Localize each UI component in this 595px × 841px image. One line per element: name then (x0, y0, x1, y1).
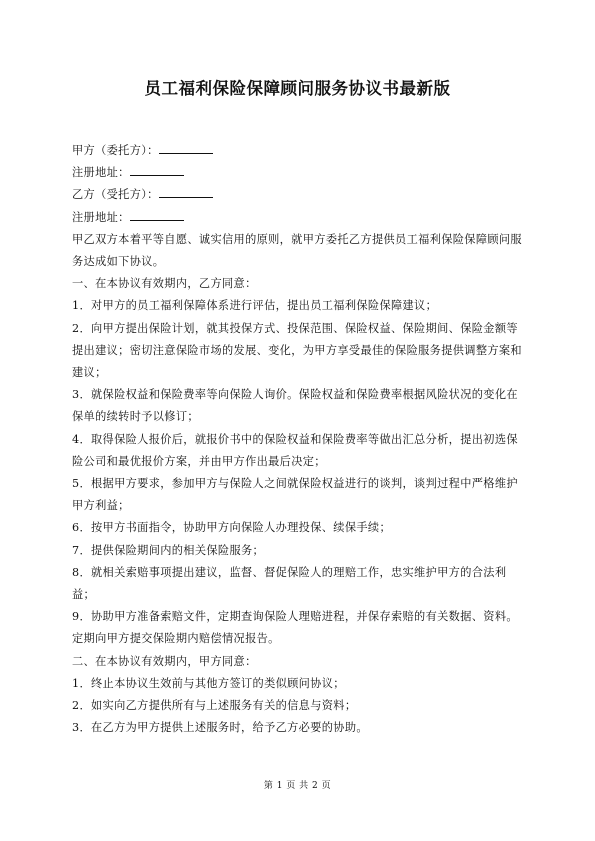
clause-1-1: 1．对甲方的员工福利保障体系进行评估，提出员工福利保险保障建议； (72, 299, 438, 313)
party-a-field (72, 140, 527, 162)
clause-1-3: 3．就保险权益和保险费率等向保险人询价。保险权益和保险费率根据风险状况的变化在保单的续转时予以修订； (72, 388, 518, 424)
clause-1-4: 4．取得保险人报价后，就报价书中的保险权益和保险费率等做出汇总分析，提出初选保险公司和最优报价方案，并由甲方作出最后决定； (72, 432, 518, 468)
party-a-blank (159, 141, 213, 154)
party-b-address-label: 注册地址： (72, 210, 130, 224)
party-a-address-label: 注册地址： (72, 166, 130, 180)
clause-2-1: 1．终止本协议生效前与其他方签订的类似顾问协议； (72, 676, 345, 690)
section-two-heading: 二、在本协议有效期内，甲方同意： (72, 654, 257, 668)
page-number-footer: 第 1 页 共 2 页 (263, 781, 332, 791)
clause-1-8: 8．就相关索赔事项提出建议，监督、督促保险人的理赔工作，忠实维护甲方的合法利益； (72, 565, 507, 602)
document-body (72, 140, 527, 739)
clause-1-5: 5．根据甲方要求，参加甲方与保险人之间就保险权益进行的谈判，谈判过程中严格维护甲方利益； (72, 477, 518, 513)
clause-1-9: 9．协助甲方准备索赔文件，定期查询保险人理赔进程，并保存索赔的有关数据、资料。定期向甲方提交保险期内赔偿情况报告。 (72, 610, 518, 646)
party-b-field (72, 184, 527, 206)
party-a-address-field (72, 162, 527, 184)
clause-1-7: 7．提供保险期间内的相关保险服务； (72, 543, 265, 557)
party-b-address-field (72, 207, 527, 229)
clause-1-6: 6．按甲方书面指令，协助甲方向保险人办理投保、续保手续； (72, 521, 391, 535)
party-b-address-blank (130, 208, 184, 221)
party-b-label: 乙方（受托方）： (72, 188, 159, 202)
clause-2-2: 2．如实向乙方提供所有与上述服务有关的信息与资料； (72, 699, 357, 713)
intro-paragraph: 甲乙双方本着平等自愿、诚实信用的原则，就甲方委托乙方提供员工福利保险保障顾问服务达成如下协议。 (72, 232, 522, 269)
section-one-heading: 一、在本协议有效期内，乙方同意： (72, 277, 257, 291)
party-a-address-blank (130, 163, 184, 176)
party-b-blank (159, 185, 213, 198)
clause-2-3: 3．在乙方为甲方提供上述服务时，给予乙方必要的协助。 (72, 721, 368, 735)
clause-1-2: 2．向甲方提出保险计划，就其投保方式、投保范围、保险权益、保险期间、保险金额等提出建议；密切注意保险市场的发展、变化，为甲方享受最佳的保险服务提供调整方案和建议； (72, 321, 522, 380)
document-title: 员工福利保险保障顾问服务协议书最新版 (144, 79, 451, 98)
party-a-label: 甲方（委托方）： (72, 144, 159, 157)
